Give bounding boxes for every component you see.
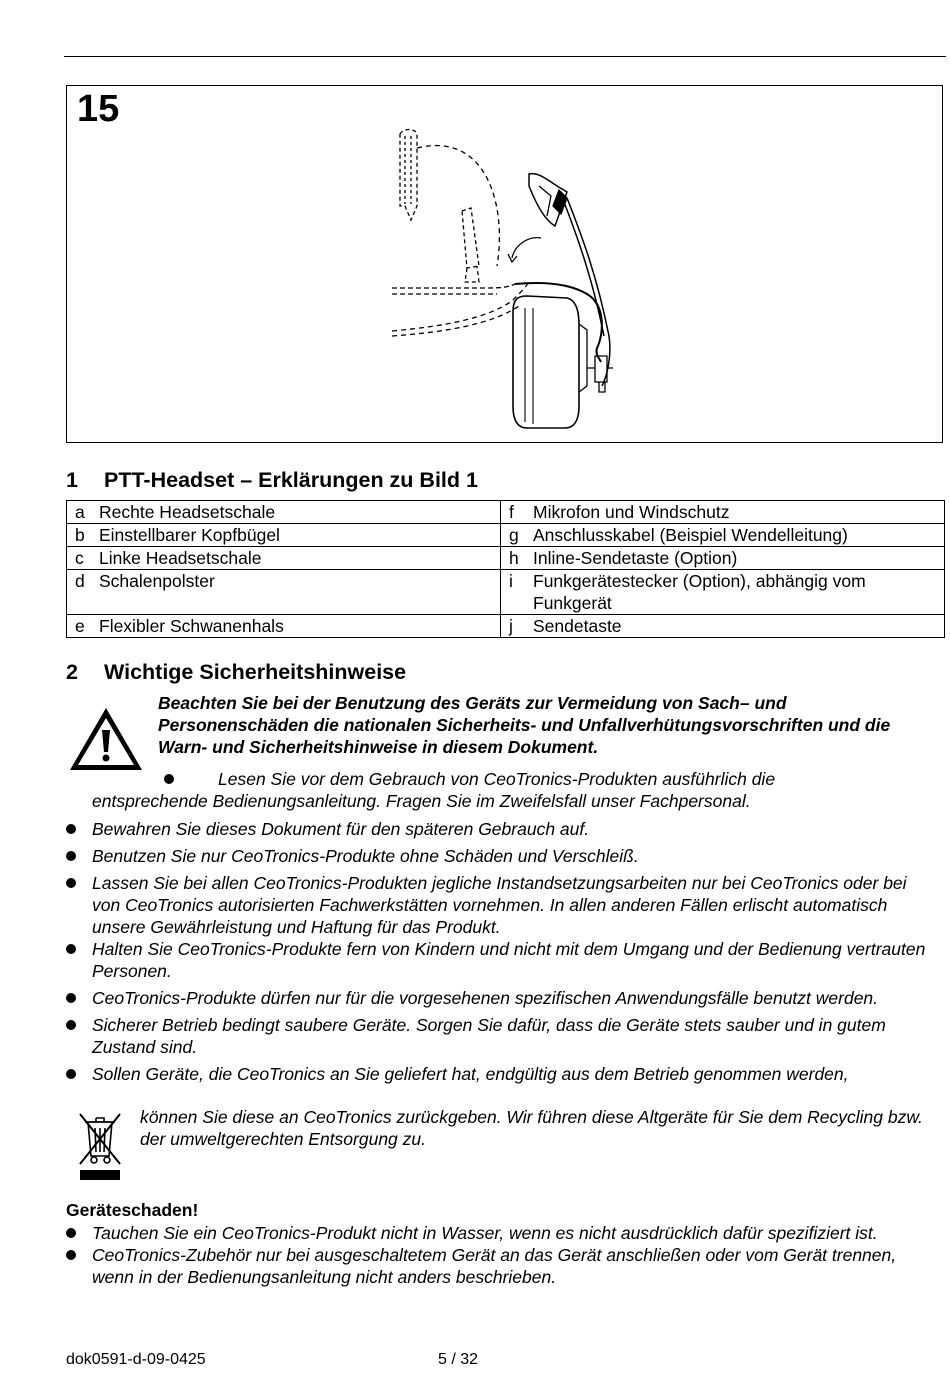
- footer-doc-id: dok0591-d-09-0425: [66, 1351, 206, 1368]
- table-row: [67, 615, 945, 638]
- list-item: [66, 1244, 936, 1288]
- list-item: [66, 768, 936, 812]
- bullet-dot-icon: [66, 851, 76, 861]
- warning-triangle-icon: [68, 706, 144, 772]
- top-rule: [64, 56, 946, 57]
- list-item-text: Tauchen Sie ein CeoTronics-Produkt nicht in Wasser, wenn es nicht ausdrücklich dafür spezifiziert ist.: [92, 1223, 878, 1243]
- legend-value: Inline-Sendetaste (Option): [533, 548, 738, 568]
- bullet-dot-icon: [66, 1228, 76, 1238]
- bullet-dot-icon: [164, 774, 174, 784]
- legend-value: Rechte Headsetschale: [99, 502, 276, 522]
- table-row: [67, 570, 945, 615]
- list-item-text: Halten Sie CeoTronics-Produkte fern von Kindern und nicht mit dem Umgang und der Bedienung vertrauten Personen.: [92, 939, 926, 981]
- list-item-text: Sicherer Betrieb bedingt saubere Geräte. Sorgen Sie dafür, dass die Geräte stets sauber und in gutem Zustand sind.: [92, 1015, 886, 1057]
- legend-value: Sendetaste: [533, 616, 622, 636]
- section-number: 1: [66, 468, 78, 492]
- legend-value: Schalenpolster: [99, 571, 215, 591]
- table-row: [67, 547, 945, 570]
- legend-value: Einstellbarer Kopfbügel: [99, 525, 280, 545]
- crossed-bin-icon: [76, 1108, 124, 1184]
- legend-value: Linke Headsetschale: [99, 548, 262, 568]
- bullet-dot-icon: [66, 993, 76, 1003]
- legend-key: b: [75, 525, 85, 545]
- list-item-text: Lesen Sie vor dem Gebrauch von CeoTronics-Produkten ausführlich die: [218, 769, 776, 789]
- damage-heading: Geräteschaden!: [66, 1200, 199, 1220]
- list-item-text: CeoTronics-Produkte dürfen nur für die vorgesehenen spezifischen Anwendungsfälle benutzt werden.: [92, 988, 879, 1008]
- bullet-dot-icon: [66, 1020, 76, 1030]
- figure-number: 15: [77, 88, 120, 130]
- section-2-heading: [66, 660, 406, 685]
- bullet-dot-icon: [66, 1250, 76, 1260]
- bullet-dot-icon: [66, 824, 76, 834]
- legend-table: [66, 500, 945, 638]
- legend-key: i: [509, 571, 513, 591]
- list-item: [66, 818, 936, 840]
- legend-key: h: [509, 548, 519, 568]
- legend-key: g: [509, 525, 519, 545]
- list-item: [66, 872, 936, 938]
- list-item-text: Lassen Sie bei allen CeoTronics-Produkten jegliche Instandsetzungsarbeiten nur bei CeoTronics oder bei von CeoTronics autorisierten Fachwerkstätten vornehmen. In allen anderen Fällen erlischt automatisch unsere Gewährleistung und Haftung für das Produkt.: [92, 873, 907, 937]
- bullet-dot-icon: [66, 878, 76, 888]
- list-item: [66, 1063, 936, 1085]
- table-row: [67, 524, 945, 547]
- section-number: 2: [66, 660, 78, 684]
- safety-list: [66, 818, 936, 1085]
- headset-drawing: [67, 86, 944, 444]
- legend-value: Flexibler Schwanenhals: [99, 616, 284, 636]
- legend-key: j: [509, 616, 513, 636]
- legend-value: Funkgerätestecker (Option), abhängig vom Funkgerät: [533, 571, 866, 613]
- list-item-text: Bewahren Sie dieses Dokument für den späteren Gebrauch auf.: [92, 819, 590, 839]
- figure-box: [66, 85, 943, 443]
- legend-value: Anschlusskabel (Beispiel Wendelleitung): [533, 525, 848, 545]
- legend-key: a: [75, 502, 85, 522]
- legend-key: c: [75, 548, 84, 568]
- recycle-text: können Sie diese an CeoTronics zurückgeben. Wir führen diese Altgeräte für Sie dem Recycling bzw. der umweltgerechten Entsorgung zu.: [140, 1107, 923, 1149]
- list-item: [66, 938, 936, 982]
- warning-text: Beachten Sie bei der Benutzung des Geräts zur Vermeidung von Sach– und Personenschäden die nationalen Sicherheits- und Unfallverhütungsvorschriften und die Warn- und Sicherheitshinweise in diesem Dokument.: [158, 693, 891, 757]
- section-title: Wichtige Sicherheitshinweise: [104, 660, 407, 684]
- section-title: PTT-Headset – Erklärungen zu Bild 1: [104, 468, 478, 492]
- bullet-dot-icon: [66, 1069, 76, 1079]
- list-item-text: entsprechende Bedienungsanleitung. Fragen Sie im Zweifelsfall unser Fachpersonal.: [92, 791, 751, 811]
- list-item: [66, 1014, 936, 1058]
- legend-key: d: [75, 571, 85, 591]
- list-item: [66, 987, 936, 1009]
- table-row: [67, 501, 945, 524]
- legend-value: Mikrofon und Windschutz: [533, 502, 730, 522]
- list-item: [66, 1222, 936, 1244]
- legend-key: f: [509, 502, 514, 522]
- list-item-text: Sollen Geräte, die CeoTronics an Sie geliefert hat, endgültig aus dem Betrieb genommen werden,: [92, 1064, 849, 1084]
- list-item-text: Benutzen Sie nur CeoTronics-Produkte ohne Schäden und Verschleiß.: [92, 846, 639, 866]
- section-1-heading: [66, 468, 478, 493]
- list-item-text: CeoTronics-Zubehör nur bei ausgeschaltetem Gerät an das Gerät anschließen oder vom Gerät trennen, wenn in der Bedienungsanleitung nicht anders beschrieben.: [92, 1245, 897, 1287]
- legend-key: e: [75, 616, 85, 636]
- damage-list: [66, 1222, 936, 1288]
- footer-page-number: 5 / 32: [438, 1351, 479, 1368]
- bullet-dot-icon: [66, 944, 76, 954]
- list-item: [66, 845, 936, 867]
